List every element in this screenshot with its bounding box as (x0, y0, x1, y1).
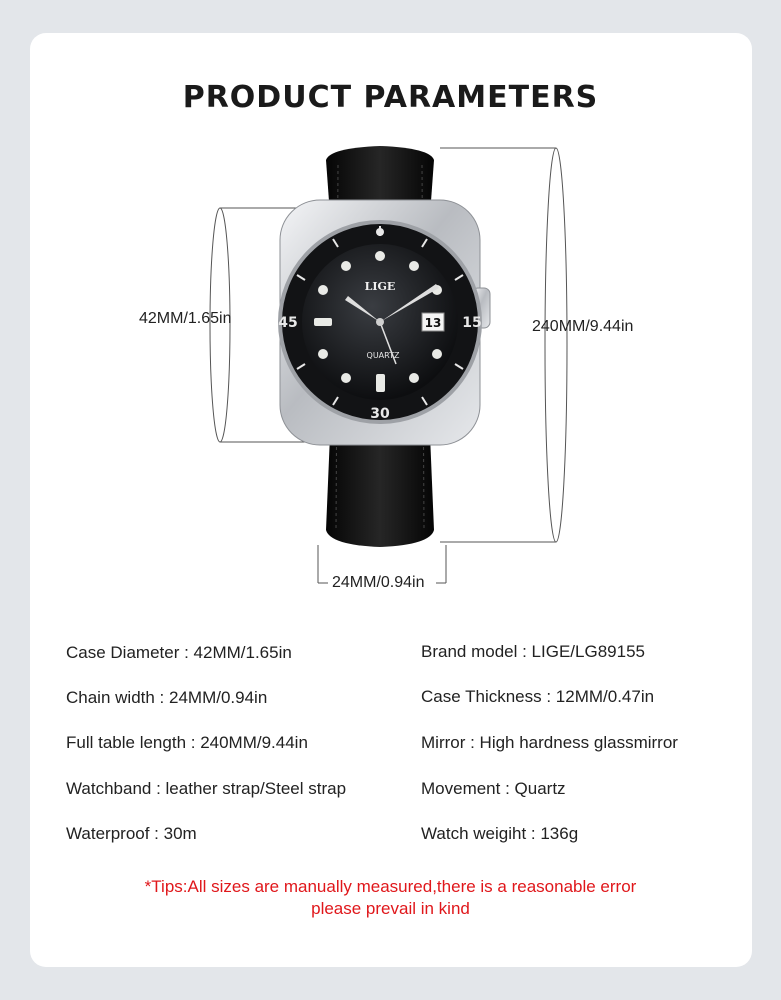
spec-waterproof: Waterproof : 30m (66, 824, 197, 843)
bezel-mark-45: 45 (278, 315, 298, 331)
movement-label: QUARTZ (366, 351, 400, 360)
date-text: 13 (424, 316, 442, 330)
spec-watchband: Watchband : leather strap/Steel strap (66, 779, 347, 798)
band-width-label: 24MM/0.94in (332, 574, 425, 591)
spec-brand-model: Brand model : LIGE/LG89155 (421, 642, 645, 661)
page-title: PRODUCT PARAMETERS (182, 80, 599, 115)
bezel-pip (376, 228, 384, 236)
spec-weight: Watch weigiht : 136g (421, 824, 579, 843)
spec-mirror: Mirror : High hardness glassmirror (421, 733, 678, 752)
spec-case-thickness: Case Thickness : 12MM/0.47in (421, 687, 655, 706)
bottom-strap (326, 435, 434, 547)
case-diameter-label: 42MM/1.65in (139, 310, 232, 327)
spec-full-length: Full table length : 240MM/9.44in (66, 733, 308, 752)
bezel-mark-30: 30 (370, 406, 390, 422)
spec-chain-width: Chain width : 24MM/0.94in (66, 688, 268, 707)
bezel-mark-15: 15 (462, 315, 482, 331)
spec-case-diameter: Case Diameter : 42MM/1.65in (66, 643, 292, 662)
brand-logo: LIGE (364, 280, 396, 293)
tip-line-1: *Tips:All sizes are manually measured,there is a reasonable error (144, 877, 637, 896)
total-length-label: 240MM/9.44in (532, 318, 634, 335)
spec-movement: Movement : Quartz (421, 779, 566, 798)
tip-line-2: please prevail in kind (311, 899, 470, 918)
